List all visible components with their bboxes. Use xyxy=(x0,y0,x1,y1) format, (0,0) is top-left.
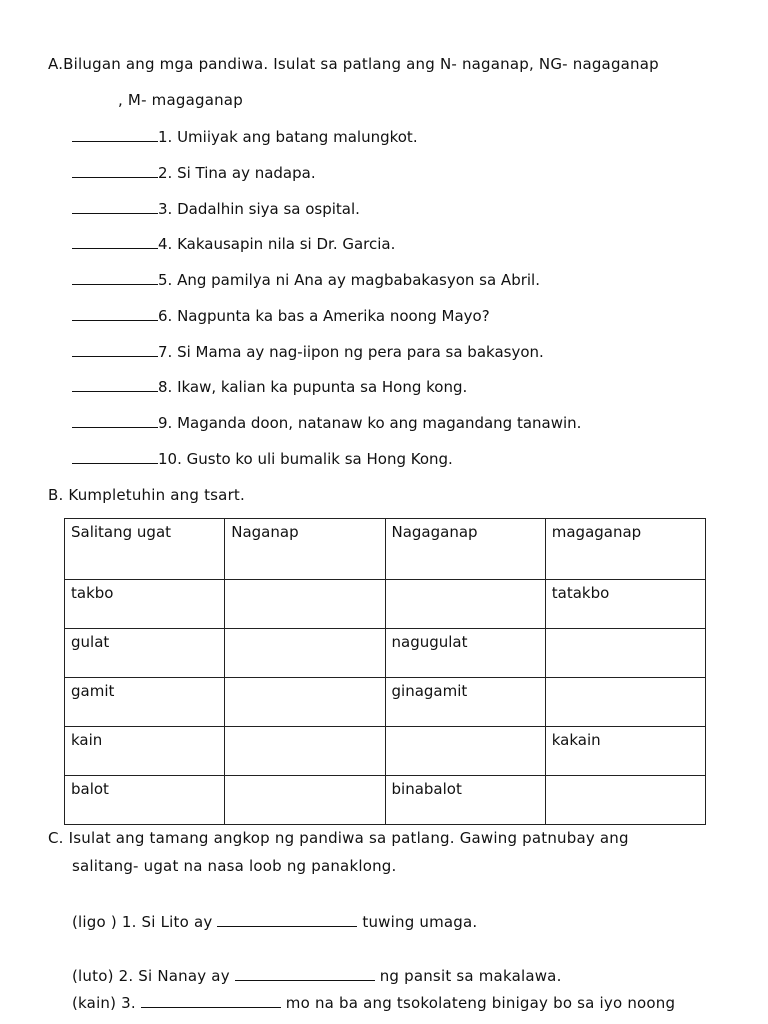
item-text: 2. Si Tina ay nadapa. xyxy=(158,164,316,182)
header-cell: Naganap xyxy=(225,519,385,580)
table-header-row xyxy=(65,519,706,580)
question-text: (luto) 2. Si Nanay ay xyxy=(72,967,235,985)
answer-blank[interactable] xyxy=(72,163,158,178)
table-cell[interactable] xyxy=(225,727,385,776)
list-item xyxy=(72,377,467,396)
table-cell[interactable] xyxy=(225,629,385,678)
question-text: tuwing umaga. xyxy=(357,913,478,931)
list-item xyxy=(72,413,581,432)
answer-blank[interactable] xyxy=(72,306,158,321)
table-cell: gulat xyxy=(65,629,225,678)
section-a-instruction: A.Bilugan ang mga pandiwa. Isulat sa patlang ang N- naganap, NG- nagaganap xyxy=(48,55,659,73)
list-item xyxy=(72,163,316,182)
table-row xyxy=(65,678,706,727)
list-item xyxy=(72,127,418,146)
section-b-instruction: B. Kumpletuhin ang tsart. xyxy=(48,486,245,504)
item-text: 10. Gusto ko uli bumalik sa Hong Kong. xyxy=(158,450,453,468)
answer-blank[interactable] xyxy=(72,127,158,142)
table-cell[interactable] xyxy=(225,678,385,727)
table-cell[interactable] xyxy=(545,776,705,825)
answer-blank[interactable] xyxy=(72,449,158,464)
table-cell: nagugulat xyxy=(385,629,545,678)
answer-blank[interactable] xyxy=(72,377,158,392)
question-3 xyxy=(72,993,675,1012)
list-item xyxy=(72,199,360,218)
list-item xyxy=(72,342,544,361)
item-text: 9. Maganda doon, natanaw ko ang magandang tanawin. xyxy=(158,414,582,432)
answer-blank[interactable] xyxy=(141,993,281,1008)
item-text: 3. Dadalhin siya sa ospital. xyxy=(158,200,360,218)
question-text: mo na ba ang tsokolateng binigay bo sa iyo noong xyxy=(280,994,676,1012)
verb-chart-table xyxy=(64,518,706,825)
table-cell: kain xyxy=(65,727,225,776)
question-text: (ligo ) 1. Si Lito ay xyxy=(72,913,218,931)
item-text: 1. Umiiyak ang batang malungkot. xyxy=(158,128,418,146)
table-cell: ginagamit xyxy=(385,678,545,727)
table-cell[interactable] xyxy=(545,678,705,727)
section-a-instruction-cont: , M- magaganap xyxy=(118,91,243,109)
answer-blank[interactable] xyxy=(72,199,158,214)
question-1 xyxy=(72,912,477,931)
answer-blank[interactable] xyxy=(72,234,158,249)
list-item xyxy=(72,270,540,289)
question-text: ng pansit sa makalawa. xyxy=(374,967,562,985)
item-text: 6. Nagpunta ka bas a Amerika noong Mayo? xyxy=(158,307,490,325)
table-cell: gamit xyxy=(65,678,225,727)
list-item xyxy=(72,306,490,325)
table-row xyxy=(65,776,706,825)
table-cell[interactable] xyxy=(385,727,545,776)
table-cell[interactable] xyxy=(225,776,385,825)
table-cell: balot xyxy=(65,776,225,825)
item-text: 5. Ang pamilya ni Ana ay magbabakasyon sa Abril. xyxy=(158,271,540,289)
header-cell: magaganap xyxy=(545,519,705,580)
answer-blank[interactable] xyxy=(235,966,375,981)
question-2 xyxy=(72,966,562,985)
table-cell[interactable] xyxy=(385,580,545,629)
section-c-instruction-cont: salitang- ugat na nasa loob ng panaklong. xyxy=(72,857,397,875)
table-cell: kakain xyxy=(545,727,705,776)
item-text: 7. Si Mama ay nag-iipon ng pera para sa bakasyon. xyxy=(158,343,544,361)
table-row xyxy=(65,629,706,678)
header-cell: Salitang ugat xyxy=(65,519,225,580)
list-item xyxy=(72,449,453,468)
section-c-instruction: C. Isulat ang tamang angkop ng pandiwa sa patlang. Gawing patnubay ang xyxy=(48,829,629,847)
table-cell[interactable] xyxy=(225,580,385,629)
question-text: (kain) 3. xyxy=(72,994,141,1012)
answer-blank[interactable] xyxy=(72,342,158,357)
answer-blank[interactable] xyxy=(72,270,158,285)
item-text: 8. Ikaw, kalian ka pupunta sa Hong kong. xyxy=(158,378,468,396)
table-cell: binabalot xyxy=(385,776,545,825)
table-cell: tatakbo xyxy=(545,580,705,629)
answer-blank[interactable] xyxy=(72,413,158,428)
header-cell: Nagaganap xyxy=(385,519,545,580)
table-row xyxy=(65,580,706,629)
table-row xyxy=(65,727,706,776)
list-item xyxy=(72,234,395,253)
table-cell: takbo xyxy=(65,580,225,629)
item-text: 4. Kakausapin nila si Dr. Garcia. xyxy=(158,235,396,253)
answer-blank[interactable] xyxy=(217,912,357,927)
table-cell[interactable] xyxy=(545,629,705,678)
